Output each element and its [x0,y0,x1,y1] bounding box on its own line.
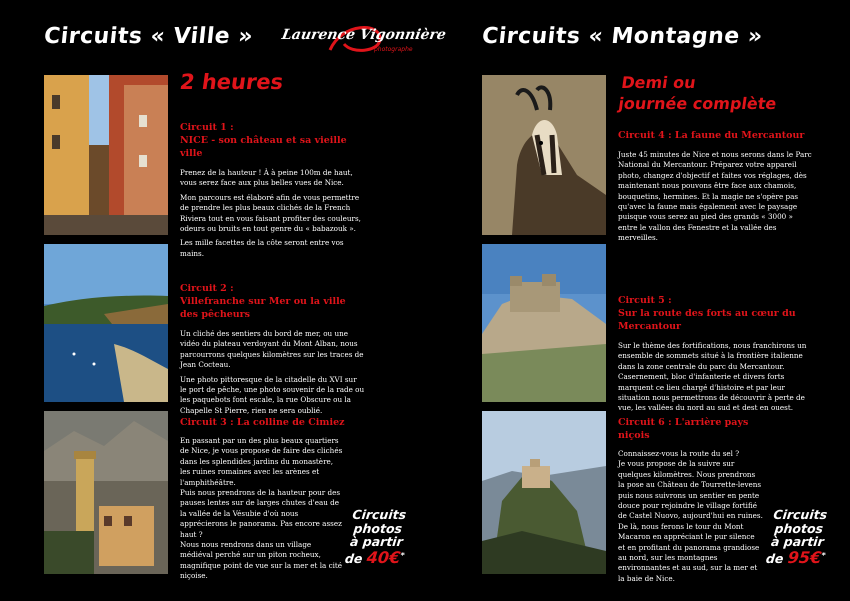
left-duration: 2 heures [178,70,285,94]
circuit-2-subheading: Villefranche sur Mer ou la ville des pêcheurs [180,296,346,320]
circuit-1-heading: Circuit 1 : [180,122,234,133]
price-line: Circuits [351,507,407,522]
price-line: photos [773,520,824,536]
circuit-6-block [618,416,764,584]
circuit-1-subheading: NICE - son château et sa vieille ville [180,135,347,159]
circuit-5-block [618,294,814,414]
circuit-4-paragraph: Juste 45 minutes de Nice et nous serons dans le Parc National du Mercantour. Préparez votre appareil photo, changez d'objectif et faites vos réglages, dès maintenant nous pouvons être face aux chamois, bouquetins, hermines. Et la magie ne s'opère pas qu'avec la faune mais également avec le paysage puisque vous serez au pied des grands « 3000 » entre le vallon des Fenestre et la vallée des merveilles. [618,150,812,243]
price-line: à partir [349,534,404,549]
circuit-5-heading: Circuit 5 : [618,295,672,306]
cimiez-photo [44,411,168,574]
right-duration-line: Demi ou [620,73,698,92]
circuit-3-paragraph: En passant par un des plus beaux quartiers de Nice, je vous propose de faire des clichés dans les splendides jardins du monastère, les ruines romaines avec les arènes et l'amphithéâtre. [180,436,343,487]
circuit-3-paragraph: Nous nous rendrons dans un village médiéval perché sur un piton rocheux, magnifique point de vue sur la mer et la cité niçoise. [180,540,343,581]
right-price-badge [761,508,835,565]
price-amount: 40€ [365,547,402,567]
right-duration [617,72,781,114]
villefranche-bay-photo [44,244,168,402]
circuit-5-paragraph: Casernement, bloc d'infanterie et divers forts marquent ce lieu chargé d'histoire et par leur situation nous permettrons de découvrir à perte de vue, les vallées du nord au sud et dest en ouest. [618,372,805,413]
left-page-title: Circuits « Ville » [42,24,255,49]
mountain-fort-photo [482,244,606,402]
village-hill-photo [482,411,606,574]
price-amount: 95€ [786,547,823,567]
price-line: à partir [770,534,825,549]
circuit-6-paragraph: De là, nous ferons le tour du Mont Macaron en appréciant le pur silence et en profitant du panorama grandiose au nord, sur les montagnes environnantes et au sud, sur la mer et la baie de Nice. [618,521,760,583]
right-duration-line: journée complète [617,94,778,113]
price-star: * [821,550,827,560]
circuit-5-paragraph: Sur le thème des fortifications, nous franchirons un ensemble de sommets situé à la frontière italienne dans la zone centrale du parc du Mercantour. [618,341,807,371]
circuit-2-paragraph: Une photo pittoresque de la citadelle du XVI sur le port de pêche, une photo souvenir de la rade ou les paquebots font escale, la rue Obscure ou la Chapelle St Pierre, rien ne sera oublié. [180,374,365,415]
circuit-2-heading: Circuit 2 : [180,283,234,294]
logo-subtitle: photographe [374,46,413,53]
circuit-1-paragraph: Mon parcours est élaboré afin de vous permettre de prendre les plus beaux clichés de la French Riviera tout en vous faisant profiter des couleurs, odeurs ou bruits en tout genre du « babazouk ». [180,192,361,234]
logo-name: Laurence Vigonnière [280,27,448,43]
circuit-3-heading: Circuit 3 : La colline de Cimiez [180,417,345,428]
photographer-logo [280,22,448,56]
circuit-4-heading: Circuit 4 : La faune du Mercantour [618,130,805,141]
price-line: de [344,550,364,566]
price-line: photos [352,520,403,536]
circuit-6-heading: Circuit 6 : L'arrière pays niçois [618,417,749,441]
left-price-badge [340,508,414,565]
circuit-6-paragraph: Je vous propose de la suivre sur quelques kilomètres. Nous prendrons la pose au Château de Tourrette-levens puis nous suivrons un sentier en pente douce pour rejoindre le village fortifié de Castel Nuovo, aujourd'hui en ruines. [618,459,763,521]
chamois-photo [482,75,606,235]
circuit-1-paragraph: Les mille facettes de la côte seront entre vos mains. [180,238,344,258]
right-page-title: Circuits « Montagne » [480,24,764,49]
nice-old-town-photo [44,75,168,235]
circuit-1-paragraph: Prenez de la hauteur ! À à peine 100m de haut, vous serez face aux plus belles vues de Nice. [180,168,353,188]
circuit-3-paragraph: Puis nous prendrons de la hauteur pour des pauses lentes sur de larges chutes d'eau de la vallée de la Vésubie d'où nous apprécierons le panorama. Pas encore assez haut ? [180,488,342,539]
circuit-2-paragraph: Un cliché des sentiers du bord de mer, ou une vidéo du plateau verdoyant du Mont Alban, nous parcourrons quelques kilomètres sur les traces de Jean Cocteau. [180,329,364,370]
circuit-5-subheading: Sur la route des forts au cœur du Mercantour [618,308,796,332]
circuit-2-block [180,282,365,420]
circuit-4-block [618,129,814,248]
circuit-1-block [180,121,365,263]
price-line: de [765,550,785,566]
circuit-6-paragraph: Connaissez-vous la route du sel ? [618,449,740,458]
circuit-3-block [180,416,345,582]
price-line: Circuits [772,507,828,522]
price-star: * [400,550,406,560]
